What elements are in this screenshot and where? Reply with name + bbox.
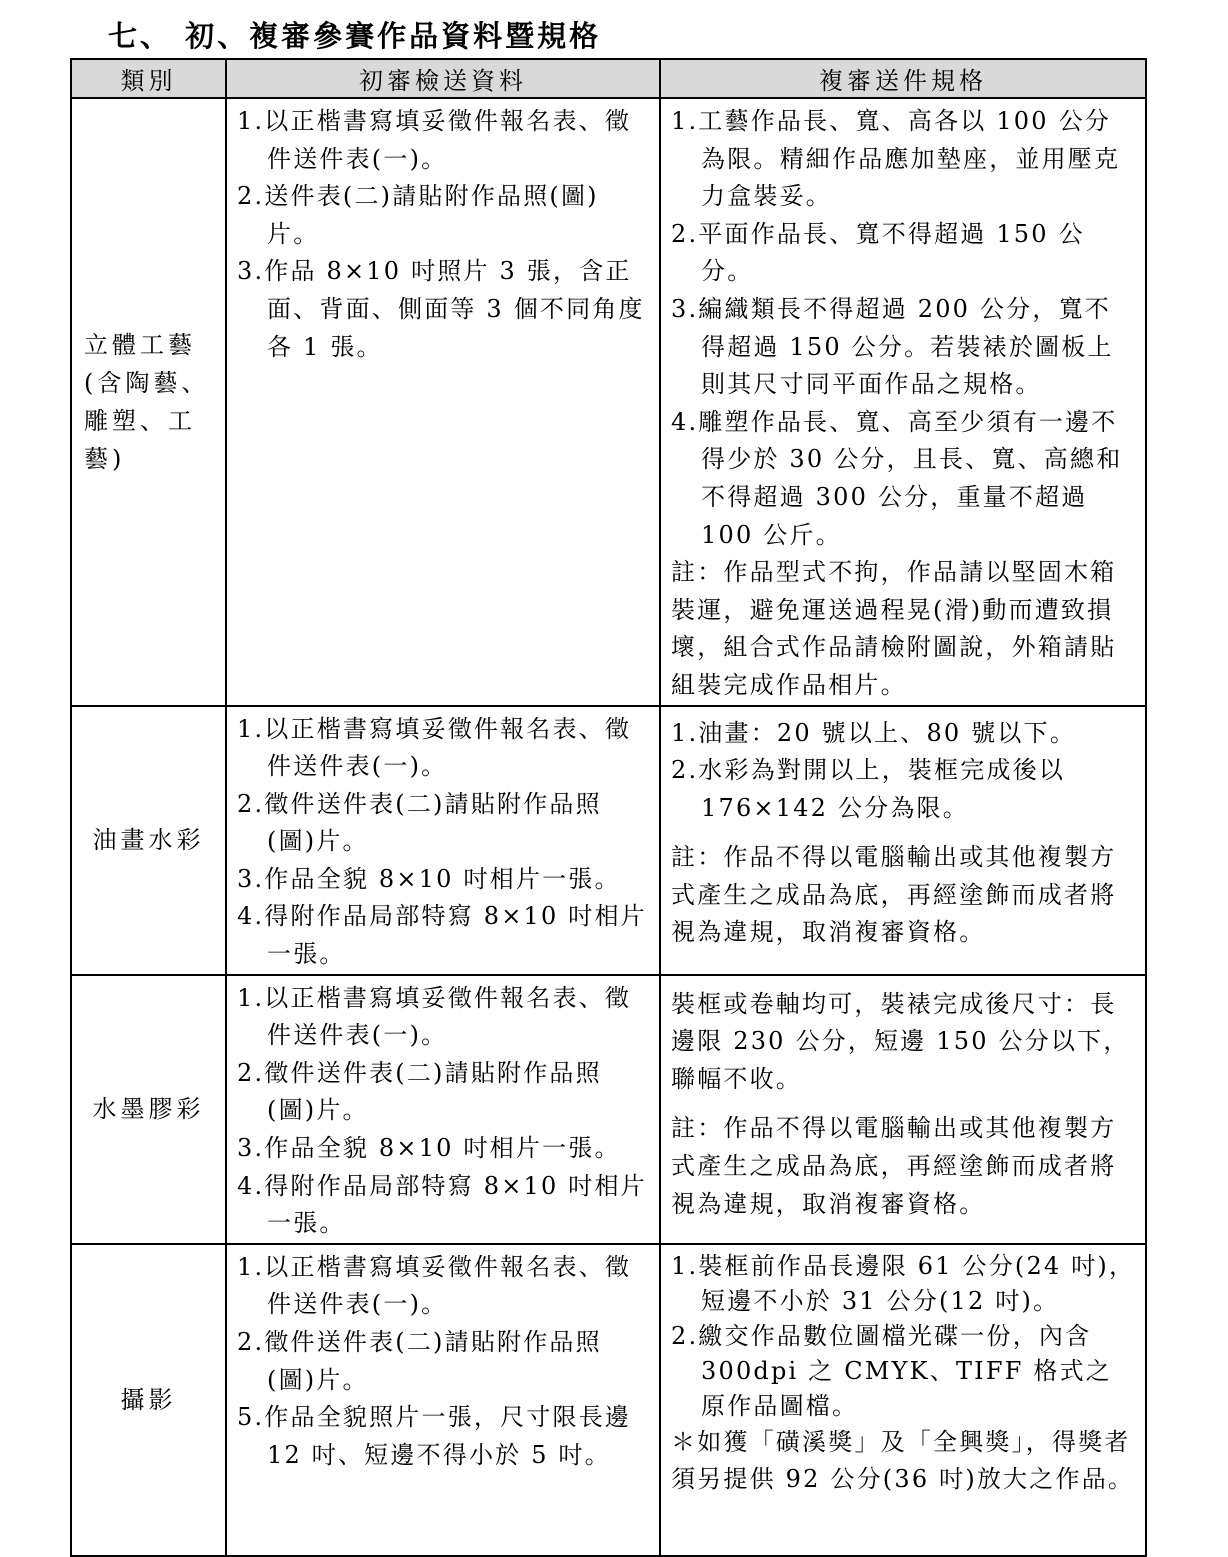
- list-item: 1.以正楷書寫填妥徵件報名表、徵件送件表(一)。: [237, 1252, 632, 1319]
- final-cell: [660, 975, 1146, 1244]
- final-text: 裝框或卷軸均可，裝裱完成後尺寸：長邊限 230 公分，短邊 150 公分以下，聯幅不收。: [671, 989, 1130, 1093]
- table-header-row: [71, 59, 1146, 98]
- row-category: 油畫水彩: [71, 706, 226, 975]
- spec-table: [70, 58, 1147, 1557]
- list-item: 3.編織類長不得超過 200 公分，寬不得超過 150 公分。若裝裱於圖板上則其尺寸同平面作品之規格。: [671, 294, 1114, 399]
- table-row: [71, 1244, 1146, 1556]
- header-final: 複審送件規格: [660, 59, 1146, 98]
- list-item: 2.徵件送件表(二)請貼附作品照(圖)片。: [237, 1058, 602, 1125]
- list-item: 1.以正楷書寫填妥徵件報名表、徵件送件表(一)。: [237, 107, 632, 173]
- final-cell: [660, 1244, 1146, 1556]
- list-item: 5.作品全貌照片一張，尺寸限長邊 12 吋、短邊不得小於 5 吋。: [237, 1403, 632, 1469]
- initial-cell: [226, 98, 660, 706]
- list-item: 3.作品全貌 8×10 吋相片一張。: [237, 1134, 621, 1163]
- header-category: 類別: [71, 59, 226, 98]
- list-item: 2.水彩為對開以上，裝框完成後以 176×142 公分為限。: [671, 756, 1066, 822]
- list-item: 2.送件表(二)請貼附作品照(圖)片。: [237, 182, 599, 248]
- table-row: [71, 706, 1146, 975]
- list-item: 1.工藝作品長、寬、高各以 100 公分為限。精細作品應加墊座，並用壓克力盒裝妥。: [671, 107, 1121, 211]
- table-row: [71, 975, 1146, 1244]
- initial-cell: [226, 706, 660, 975]
- note: ＊如獲「磺溪獎」及「全興獎」，得獎者須另提供 92 公分(36 吋)放大之作品。: [671, 1427, 1135, 1494]
- initial-cell: [226, 975, 660, 1244]
- list-item: 2.繳交作品數位圖檔光碟一份，內含 300dpi 之 CMYK、TIFF 格式之原作品圖檔。: [671, 1321, 1113, 1420]
- list-item: 2.徵件送件表(二)請貼附作品照(圖)片。: [237, 1328, 602, 1394]
- list-item: 4.雕塑作品長、寬、高至少須有一邊不得少於 30 公分，且長、寬、高總和不得超過 300 公分，重量不超過 100 公斤。: [671, 407, 1123, 549]
- note: 註：作品不得以電腦輸出或其他複製方式產生之成品為底，再經塗飾而成者將視為違規，取消複審資格。: [671, 1114, 1117, 1218]
- final-cell: [660, 706, 1146, 975]
- list-item: 4.得附作品局部特寫 8×10 吋相片一張。: [237, 902, 647, 969]
- list-item: 2.平面作品長、寬不得超過 150 公分。: [671, 219, 1085, 286]
- list-item: 2.徵件送件表(二)請貼附作品照(圖)片。: [237, 789, 602, 856]
- header-initial: 初審檢送資料: [226, 59, 660, 98]
- row-category: 水墨膠彩: [71, 975, 226, 1244]
- initial-cell: [226, 1244, 660, 1556]
- row-category: 攝影: [71, 1244, 226, 1556]
- list-item: 1.裝框前作品長邊限 61 公分(24 吋)，短邊不小於 31 公分(12 吋)。: [671, 1251, 1136, 1315]
- note: 註：作品型式不拘，作品請以堅固木箱裝運，避免運送過程晃(滑)動而遭致損壞，組合式作品請檢附圖說，外箱請貼組裝完成作品相片。: [671, 558, 1117, 699]
- page-title: 七、 初、複審參賽作品資料暨規格: [108, 19, 602, 53]
- note: 註：作品不得以電腦輸出或其他複製方式產生之成品為底，再經塗飾而成者將視為違規，取消複審資格。: [671, 843, 1117, 947]
- row-category: 立體工藝(含陶藝、雕塑、工藝): [71, 98, 226, 706]
- list-item: 3.作品 8×10 吋照片 3 張，含正面、背面、側面等 3 個不同角度各 1 張。: [237, 257, 645, 361]
- list-item: 1.油畫：20 號以上、80 號以下。: [671, 718, 1077, 747]
- list-item: 4.得附作品局部特寫 8×10 吋相片一張。: [237, 1171, 647, 1238]
- list-item: 1.以正楷書寫填妥徵件報名表、徵件送件表(一)。: [237, 983, 632, 1050]
- table-row: [71, 98, 1146, 706]
- list-item: 3.作品全貌 8×10 吋相片一張。: [237, 864, 621, 893]
- list-item: 1.以正楷書寫填妥徵件報名表、徵件送件表(一)。: [237, 714, 632, 781]
- final-cell: [660, 98, 1146, 706]
